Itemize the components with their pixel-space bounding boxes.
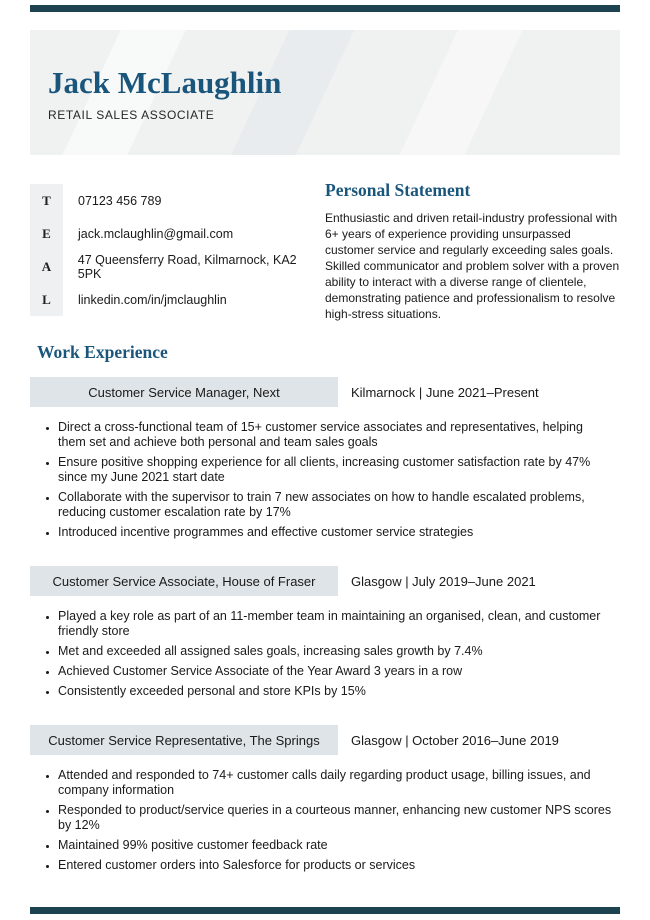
job-entry (30, 566, 622, 699)
job-bullet-list (30, 609, 622, 699)
job-bullet: • Introduced incentive programmes and effective customer service strategies (58, 525, 614, 540)
header-band (30, 30, 620, 155)
job-bullet: • Direct a cross-functional team of 15+ customer service associates and representatives, helping them set and achieve both personal and team sales goals (58, 420, 614, 450)
contact-row-email (30, 217, 322, 250)
personal-statement-section (325, 180, 623, 322)
phone-value: 07123 456 789 (78, 193, 162, 208)
personal-statement-text: Enthusiastic and driven retail-industry professional with 6+ years of experience providing unsurpassed customer service and regularly exceeding sales goals. Skilled communicator and problem solver with a proven ability to interact with a diverse range of clientele, demonstrating patience and professionalism to resolve high-stress situations. (325, 211, 620, 321)
job-location-dates: Glasgow | October 2016–June 2019 (351, 732, 559, 748)
job-bullet: • Ensure positive shopping experience for all clients, increasing customer satisfaction rate by 47% since my June 2021 start date (58, 455, 614, 485)
person-job-title: RETAIL SALES ASSOCIATE (48, 108, 215, 122)
work-experience-section (30, 342, 622, 878)
personal-statement-heading: Personal Statement (325, 180, 471, 200)
job-bullet: • Consistently exceeded personal and store KPIs by 15% (58, 684, 614, 699)
linkedin-label: L (30, 283, 63, 316)
job-location-dates: Glasgow | July 2019–June 2021 (351, 573, 536, 589)
email-label: E (30, 217, 63, 250)
contact-row-phone (30, 184, 322, 217)
job-entry (30, 725, 622, 873)
job-bullet: • Met and exceeded all assigned sales goals, increasing sales growth by 7.4% (58, 644, 614, 659)
address-label: A (30, 250, 63, 283)
contact-row-linkedin (30, 283, 322, 316)
job-bullet: • Responded to product/service queries in a courteous manner, enhancing new customer NPS scores by 12% (58, 803, 614, 833)
job-bullet-list (30, 420, 622, 540)
job-header (30, 725, 622, 755)
job-title: Customer Service Associate, House of Fraser (52, 573, 316, 589)
top-accent-rule (30, 5, 620, 12)
job-header (30, 377, 622, 407)
person-name: Jack McLaughlin (48, 65, 282, 100)
linkedin-value: linkedin.com/in/jmclaughlin (78, 292, 227, 307)
job-bullet: • Attended and responded to 74+ customer calls daily regarding product usage, billing issues, and company information (58, 768, 614, 798)
job-location-dates: Kilmarnock | June 2021–Present (351, 384, 539, 400)
job-title-bar (30, 566, 338, 596)
job-title: Customer Service Representative, The Springs (48, 732, 320, 748)
job-bullet: • Played a key role as part of an 11-member team in maintaining an organised, clean, and customer friendly store (58, 609, 614, 639)
email-value: jack.mclaughlin@gmail.com (78, 226, 234, 241)
job-bullet: • Entered customer orders into Salesforce for products or services (58, 858, 614, 873)
job-header (30, 566, 622, 596)
bottom-accent-rule (30, 907, 620, 914)
job-title-bar (30, 377, 338, 407)
job-title: Customer Service Manager, Next (88, 384, 280, 400)
job-bullet: • Achieved Customer Service Associate of the Year Award 3 years in a row (58, 664, 614, 679)
job-title-bar (30, 725, 338, 755)
contact-section (30, 184, 322, 316)
address-value: 47 Queensferry Road, Kilmarnock, KA2 5PK (77, 252, 297, 281)
job-entry (30, 377, 622, 540)
contact-row-address (30, 250, 322, 283)
job-bullet: • Collaborate with the supervisor to train 7 new associates on how to handle escalated problems, reducing customer escalation rate by 17% (58, 490, 614, 520)
job-bullet-list (30, 768, 622, 873)
job-bullet: • Maintained 99% positive customer feedback rate (58, 838, 614, 853)
work-experience-heading: Work Experience (37, 342, 168, 362)
phone-label: T (30, 184, 63, 217)
